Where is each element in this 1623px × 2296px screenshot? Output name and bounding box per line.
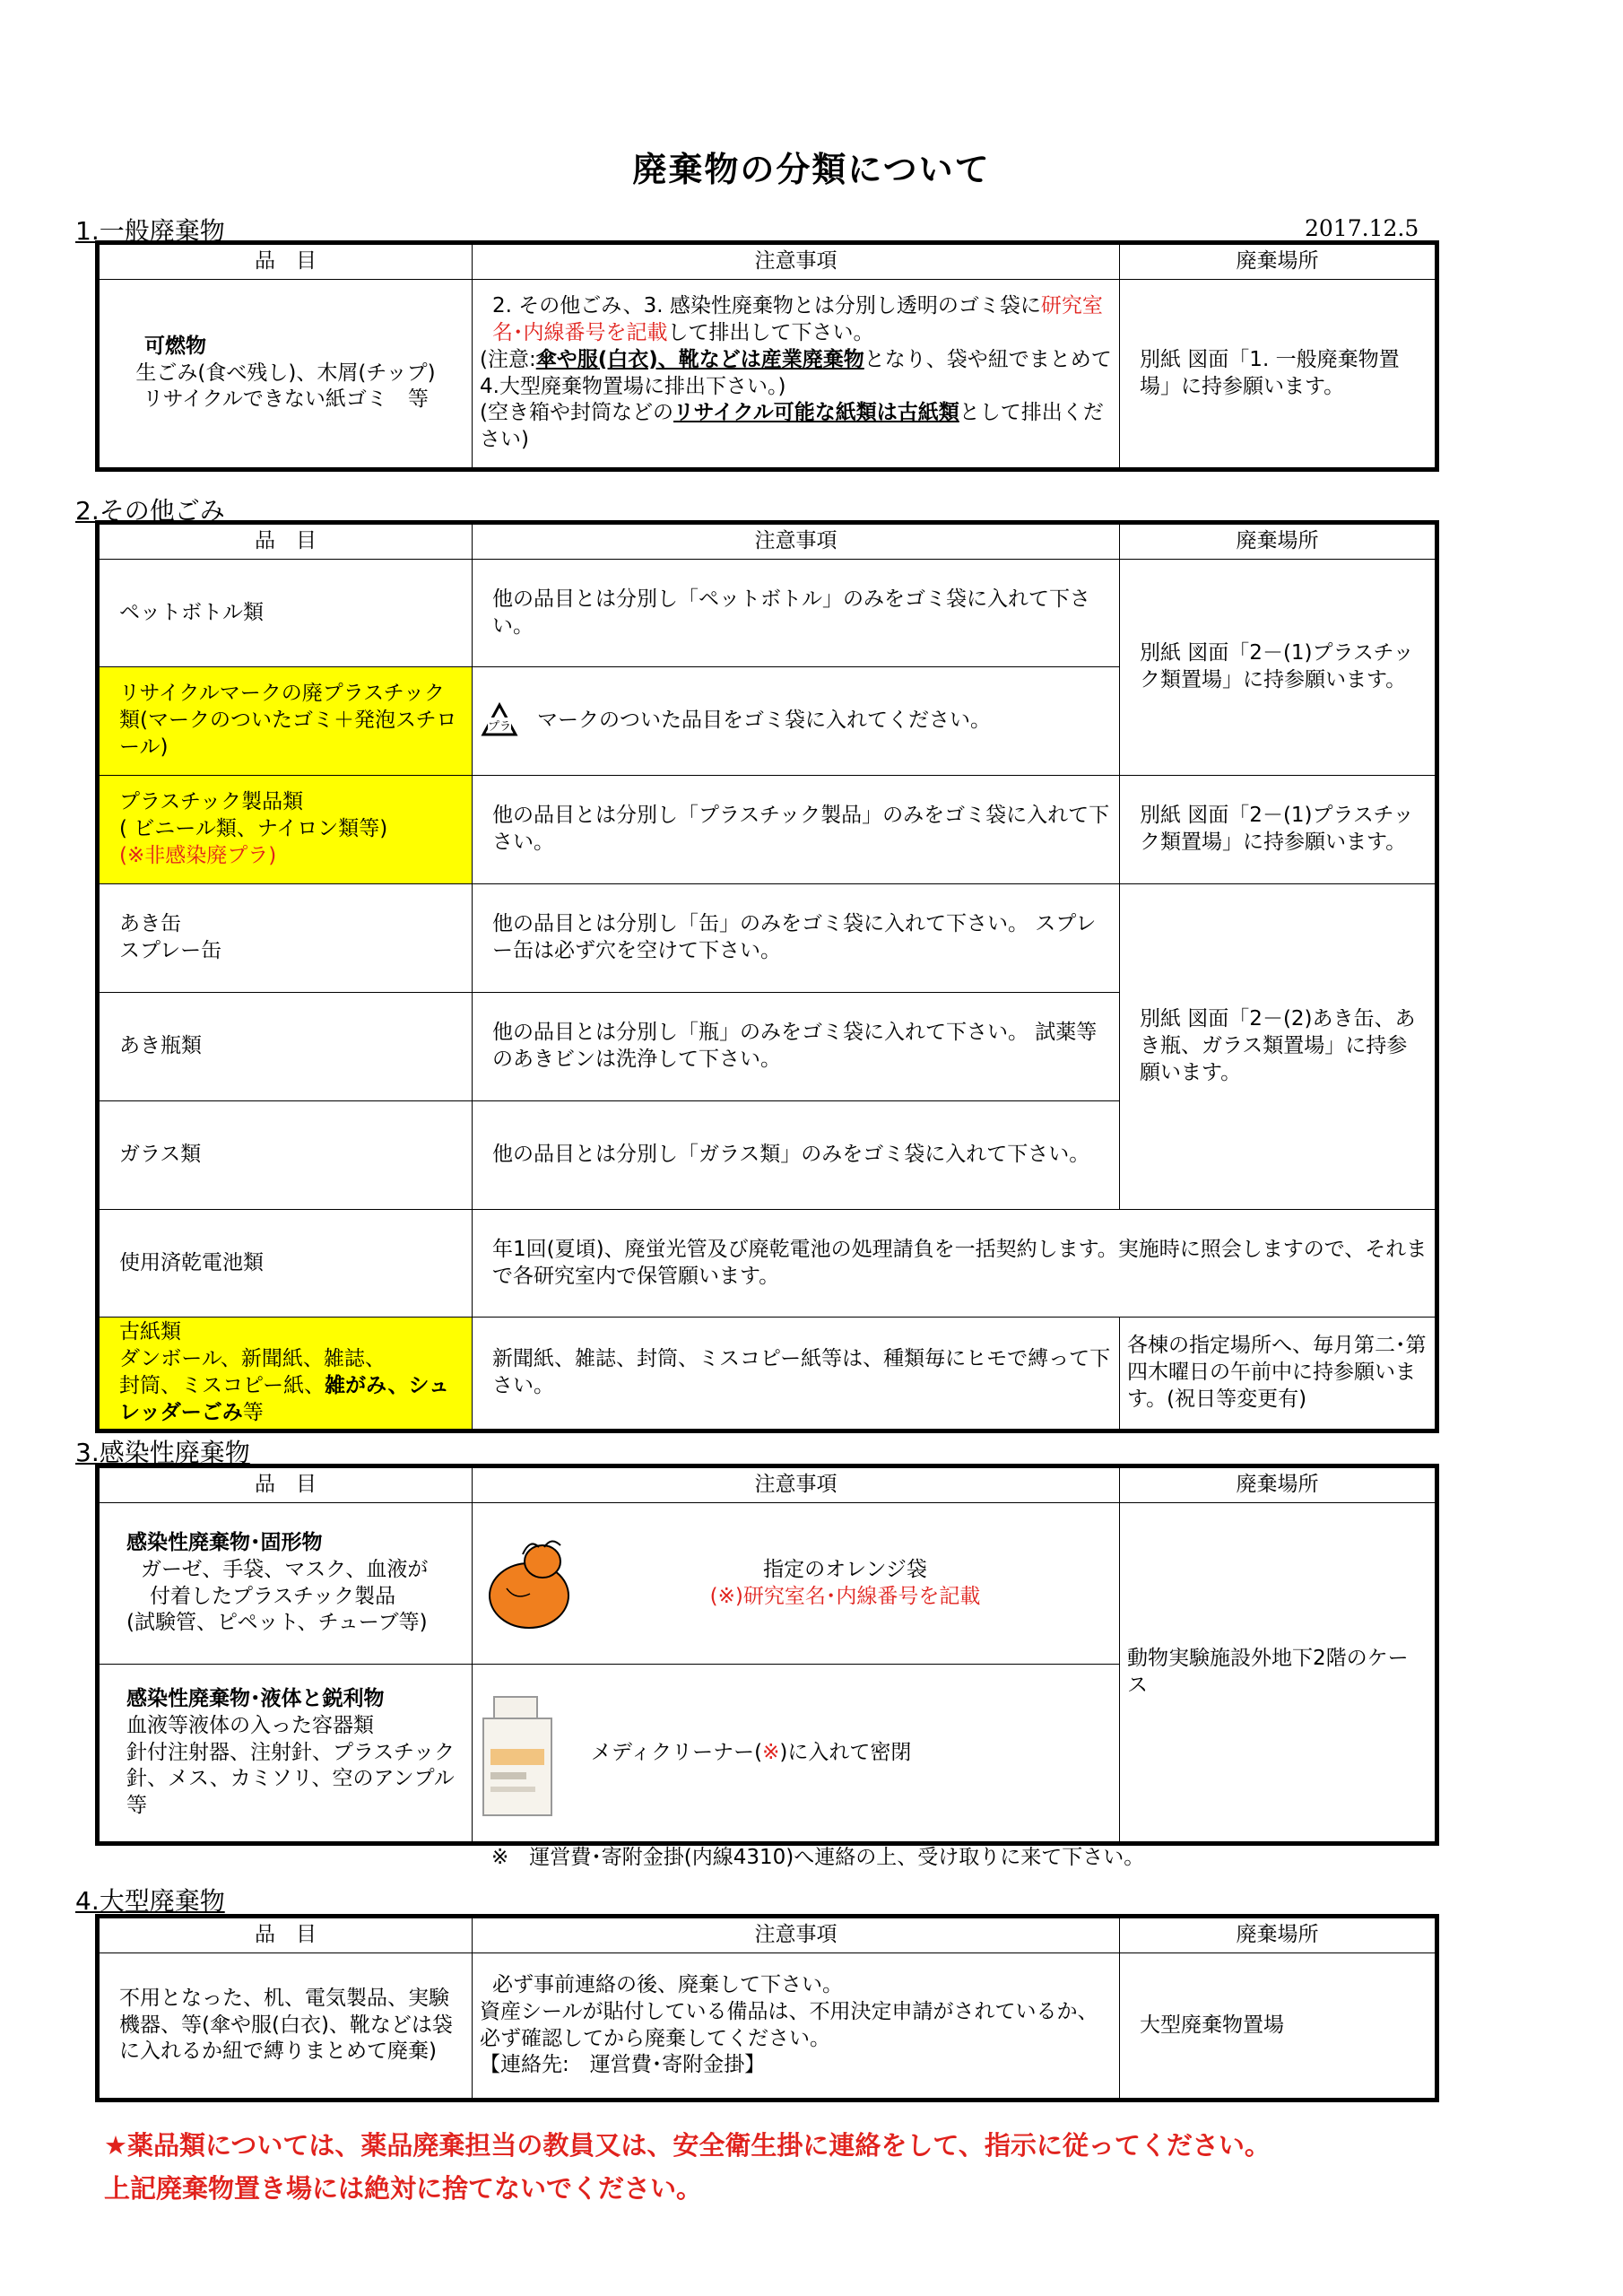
- paper-line-3c: 等: [242, 1400, 264, 1424]
- liquid-item: [100, 1665, 473, 1842]
- large-note-3: 【連絡先: 運営費･寄附金掛】: [480, 2053, 766, 2077]
- large-place: 大型廃棄物置場: [1120, 1953, 1436, 2099]
- paper-line-3b: 雑がみ、シュレッダーごみ: [119, 1373, 450, 1424]
- note-part-i: として排出ください): [480, 401, 1104, 452]
- plastic-item: [100, 776, 473, 884]
- solid-line-3: (試験管、ピペット、チューブ等): [126, 1611, 428, 1635]
- section-1-heading-text: 1.一般廃棄物: [75, 216, 225, 246]
- can-line-2: スプレー缶: [119, 939, 222, 962]
- liquid-note-a: メディクリーナー(: [591, 1740, 763, 1764]
- solid-line-2: 付着したプラスチック製品: [150, 1584, 396, 1608]
- orange-bag-icon: [480, 1535, 578, 1633]
- section-2-heading-text: 2.その他ごみ: [75, 496, 225, 526]
- other-waste-table: [99, 524, 1436, 1430]
- note-part-b: 研究室名･内線番号を記載: [492, 293, 1103, 344]
- glass-item: ガラス類: [100, 1101, 473, 1210]
- paper-item: [100, 1318, 473, 1430]
- header-item: 品 目: [100, 525, 473, 560]
- liquid-line-2: 針付注射器、注射針、プラスチック針、メス、カミソリ、空のアンプル等: [126, 1740, 456, 1818]
- large-waste-table: [99, 1918, 1436, 2099]
- liquid-title: 感染性廃棄物･液体と鋭利物: [126, 1686, 385, 1710]
- section-2-heading: [75, 491, 225, 527]
- header-notes: 注意事項: [473, 525, 1120, 560]
- can-line-1: あき缶: [119, 912, 181, 936]
- plastic-place: 別紙 図面「2－(1)プラスチック類置場」に持参願います。: [1120, 560, 1436, 776]
- can-place: 別紙 図面「2－(2)あき缶、あき瓶、ガラス類置場」に持参願います。: [1120, 884, 1436, 1210]
- liquid-note-cell: [473, 1665, 1120, 1842]
- note-part-h: リサイクル可能な紙類は古紙類: [673, 401, 959, 425]
- combustible-item: [100, 280, 473, 468]
- page-title: 廃棄物の分類について: [632, 150, 991, 189]
- section-4-heading: [75, 1882, 225, 1918]
- solid-line-1: ガーゼ、手袋、マスク、血液が: [141, 1557, 429, 1581]
- plastic-line-3: (※非感染廃プラ): [119, 843, 277, 867]
- infectious-place: 動物実験施設外地下2階のケース: [1120, 1503, 1436, 1842]
- solid-note-2: (※)研究室名･内線番号を記載: [709, 1584, 981, 1608]
- glass-note: 他の品目とは分別し「ガラス類」のみをゴミ袋に入れて下さい。: [473, 1101, 1120, 1210]
- combustible-place: 別紙 図面「1. 一般廃棄物置場」に持参願います。: [1120, 280, 1436, 468]
- plastic-note: 他の品目とは分別し「プラスチック製品」のみをゴミ袋に入れて下さい。: [473, 776, 1120, 884]
- warning-line-1: ★薬品類については、薬品廃棄担当の教員又は、安全衛生掛に連絡をして、指示に従ってください。: [104, 2130, 1271, 2161]
- section-1-heading: [75, 212, 225, 248]
- infectious-waste-table: [99, 1467, 1436, 1842]
- can-item: [100, 884, 473, 993]
- infectious-footnote: ※ 運営費･寄附金掛(内線4310)へ連絡の上、受け取りに来て下さい。: [491, 1846, 1145, 1869]
- liquid-note-b: ※: [762, 1740, 780, 1764]
- recycle-mark-icon: [480, 702, 519, 740]
- large-note-2: 資産シールが貼付している備品は、不用決定申請がされているか、必ず確認してから廃棄してください。: [480, 1999, 1098, 2050]
- plastic-line-1: プラスチック製品類: [119, 790, 304, 814]
- header-item: 品 目: [100, 245, 473, 280]
- note-part-a: 2. その他ごみ、3. 感染性廃棄物とは分別し透明のゴミ袋に: [492, 293, 1041, 317]
- recycle-note: マークのついた品目をゴミ袋に入れてください。: [537, 709, 991, 733]
- liquid-note-c: )に入れて密閉: [779, 1740, 912, 1764]
- section-3-heading-text: 3.感染性廃棄物: [75, 1438, 250, 1467]
- header-notes: 注意事項: [473, 245, 1120, 280]
- solid-item: [100, 1503, 473, 1665]
- note-part-f: となり、袋や紐でまとめて4.大型廃棄物置場に排出下さい。): [480, 347, 1112, 398]
- header-place: 廃棄場所: [1120, 525, 1436, 560]
- header-place: 廃棄場所: [1120, 1468, 1436, 1503]
- large-notes: [473, 1953, 1120, 2099]
- header-notes: 注意事項: [473, 1468, 1120, 1503]
- section-4-heading-text: 4.大型廃棄物: [75, 1886, 225, 1916]
- header-item: 品 目: [100, 1468, 473, 1503]
- paper-place: 各棟の指定場所へ、毎月第二･第四木曜日の午前中に持参願います。(祝日等変更有): [1120, 1318, 1436, 1430]
- paper-line-1: 古紙類: [119, 1320, 181, 1344]
- header-place: 廃棄場所: [1120, 245, 1436, 280]
- solid-title: 感染性廃棄物･固形物: [126, 1530, 323, 1554]
- liquid-line-1: 血液等液体の入った容器類: [126, 1713, 374, 1737]
- header-item: 品 目: [100, 1918, 473, 1953]
- plastic-place-2: 別紙 図面「2－(1)プラスチック類置場」に持参願います。: [1120, 776, 1436, 884]
- solid-note-cell: [473, 1503, 1120, 1665]
- header-place: 廃棄場所: [1120, 1918, 1436, 1953]
- battery-note: 年1回(夏頃)、廃蛍光管及び廃乾電池の処理請負を一括契約します。実施時に照会しますので、それまで各研究室内で保管願います。: [473, 1210, 1436, 1318]
- recycle-mark-label: プラ: [487, 720, 512, 734]
- combustible-title: 可燃物: [144, 334, 206, 358]
- medicleaner-box-icon: [480, 1686, 555, 1821]
- pet-item: ペットボトル類: [100, 560, 473, 667]
- bottle-note: 他の品目とは分別し「瓶」のみをゴミ袋に入れて下さい。 試薬等のあきビンは洗浄して下さい。: [473, 993, 1120, 1101]
- recycle-item: リサイクルマークの廃プラスチック類(マークのついたゴミ＋発泡スチロール): [100, 667, 473, 776]
- header-notes: 注意事項: [473, 1918, 1120, 1953]
- bottle-item: あき瓶類: [100, 993, 473, 1101]
- general-waste-table: [99, 244, 1436, 468]
- note-part-e: 傘や服(白衣)、靴などは産業廃棄物: [535, 347, 864, 371]
- solid-note-1: 指定のオレンジ袋: [763, 1557, 927, 1581]
- note-part-c: して排出して下さい。: [667, 320, 874, 344]
- can-note: 他の品目とは分別し「缶」のみをゴミ袋に入れて下さい。 スプレー缶は必ず穴を空けて下さい。: [473, 884, 1120, 993]
- plastic-line-2: ( ビニール類、ナイロン類等): [119, 817, 388, 841]
- large-item: 不用となった、机、電気製品、実験機器、等(傘や服(白衣)、靴などは袋に入れるか紐で縛りまとめて廃棄): [100, 1953, 473, 2099]
- battery-item: 使用済乾電池類: [100, 1210, 473, 1318]
- pet-note: 他の品目とは分別し「ペットボトル」のみをゴミ袋に入れて下さい。: [473, 560, 1120, 667]
- document-date: 2017.12.5: [1305, 215, 1419, 241]
- combustible-line-2: リサイクルできない紙ゴミ 等: [143, 387, 429, 412]
- paper-note: 新聞紙、雑誌、封筒、ミスコピー紙等は、種類毎にヒモで縛って下さい。: [473, 1318, 1120, 1430]
- recycle-note-cell: [473, 667, 1120, 776]
- section-3-heading: [75, 1433, 250, 1469]
- large-note-1: 必ず事前連絡の後、廃棄して下さい。: [492, 1972, 843, 1996]
- paper-line-2: ダンボール、新聞紙、雑誌、: [119, 1346, 386, 1370]
- warning-line-2: 上記廃棄物置き場には絶対に捨てないでください。: [104, 2173, 703, 2204]
- combustible-notes: [473, 280, 1120, 468]
- paper-line-3a: 封筒、ミスコピー紙、: [119, 1373, 325, 1397]
- note-part-d: (注意:: [480, 347, 536, 371]
- combustible-line-1: 生ごみ(食べ残し)、木屑(チップ): [135, 361, 436, 385]
- note-part-g: (空き箱や封筒などの: [480, 401, 673, 425]
